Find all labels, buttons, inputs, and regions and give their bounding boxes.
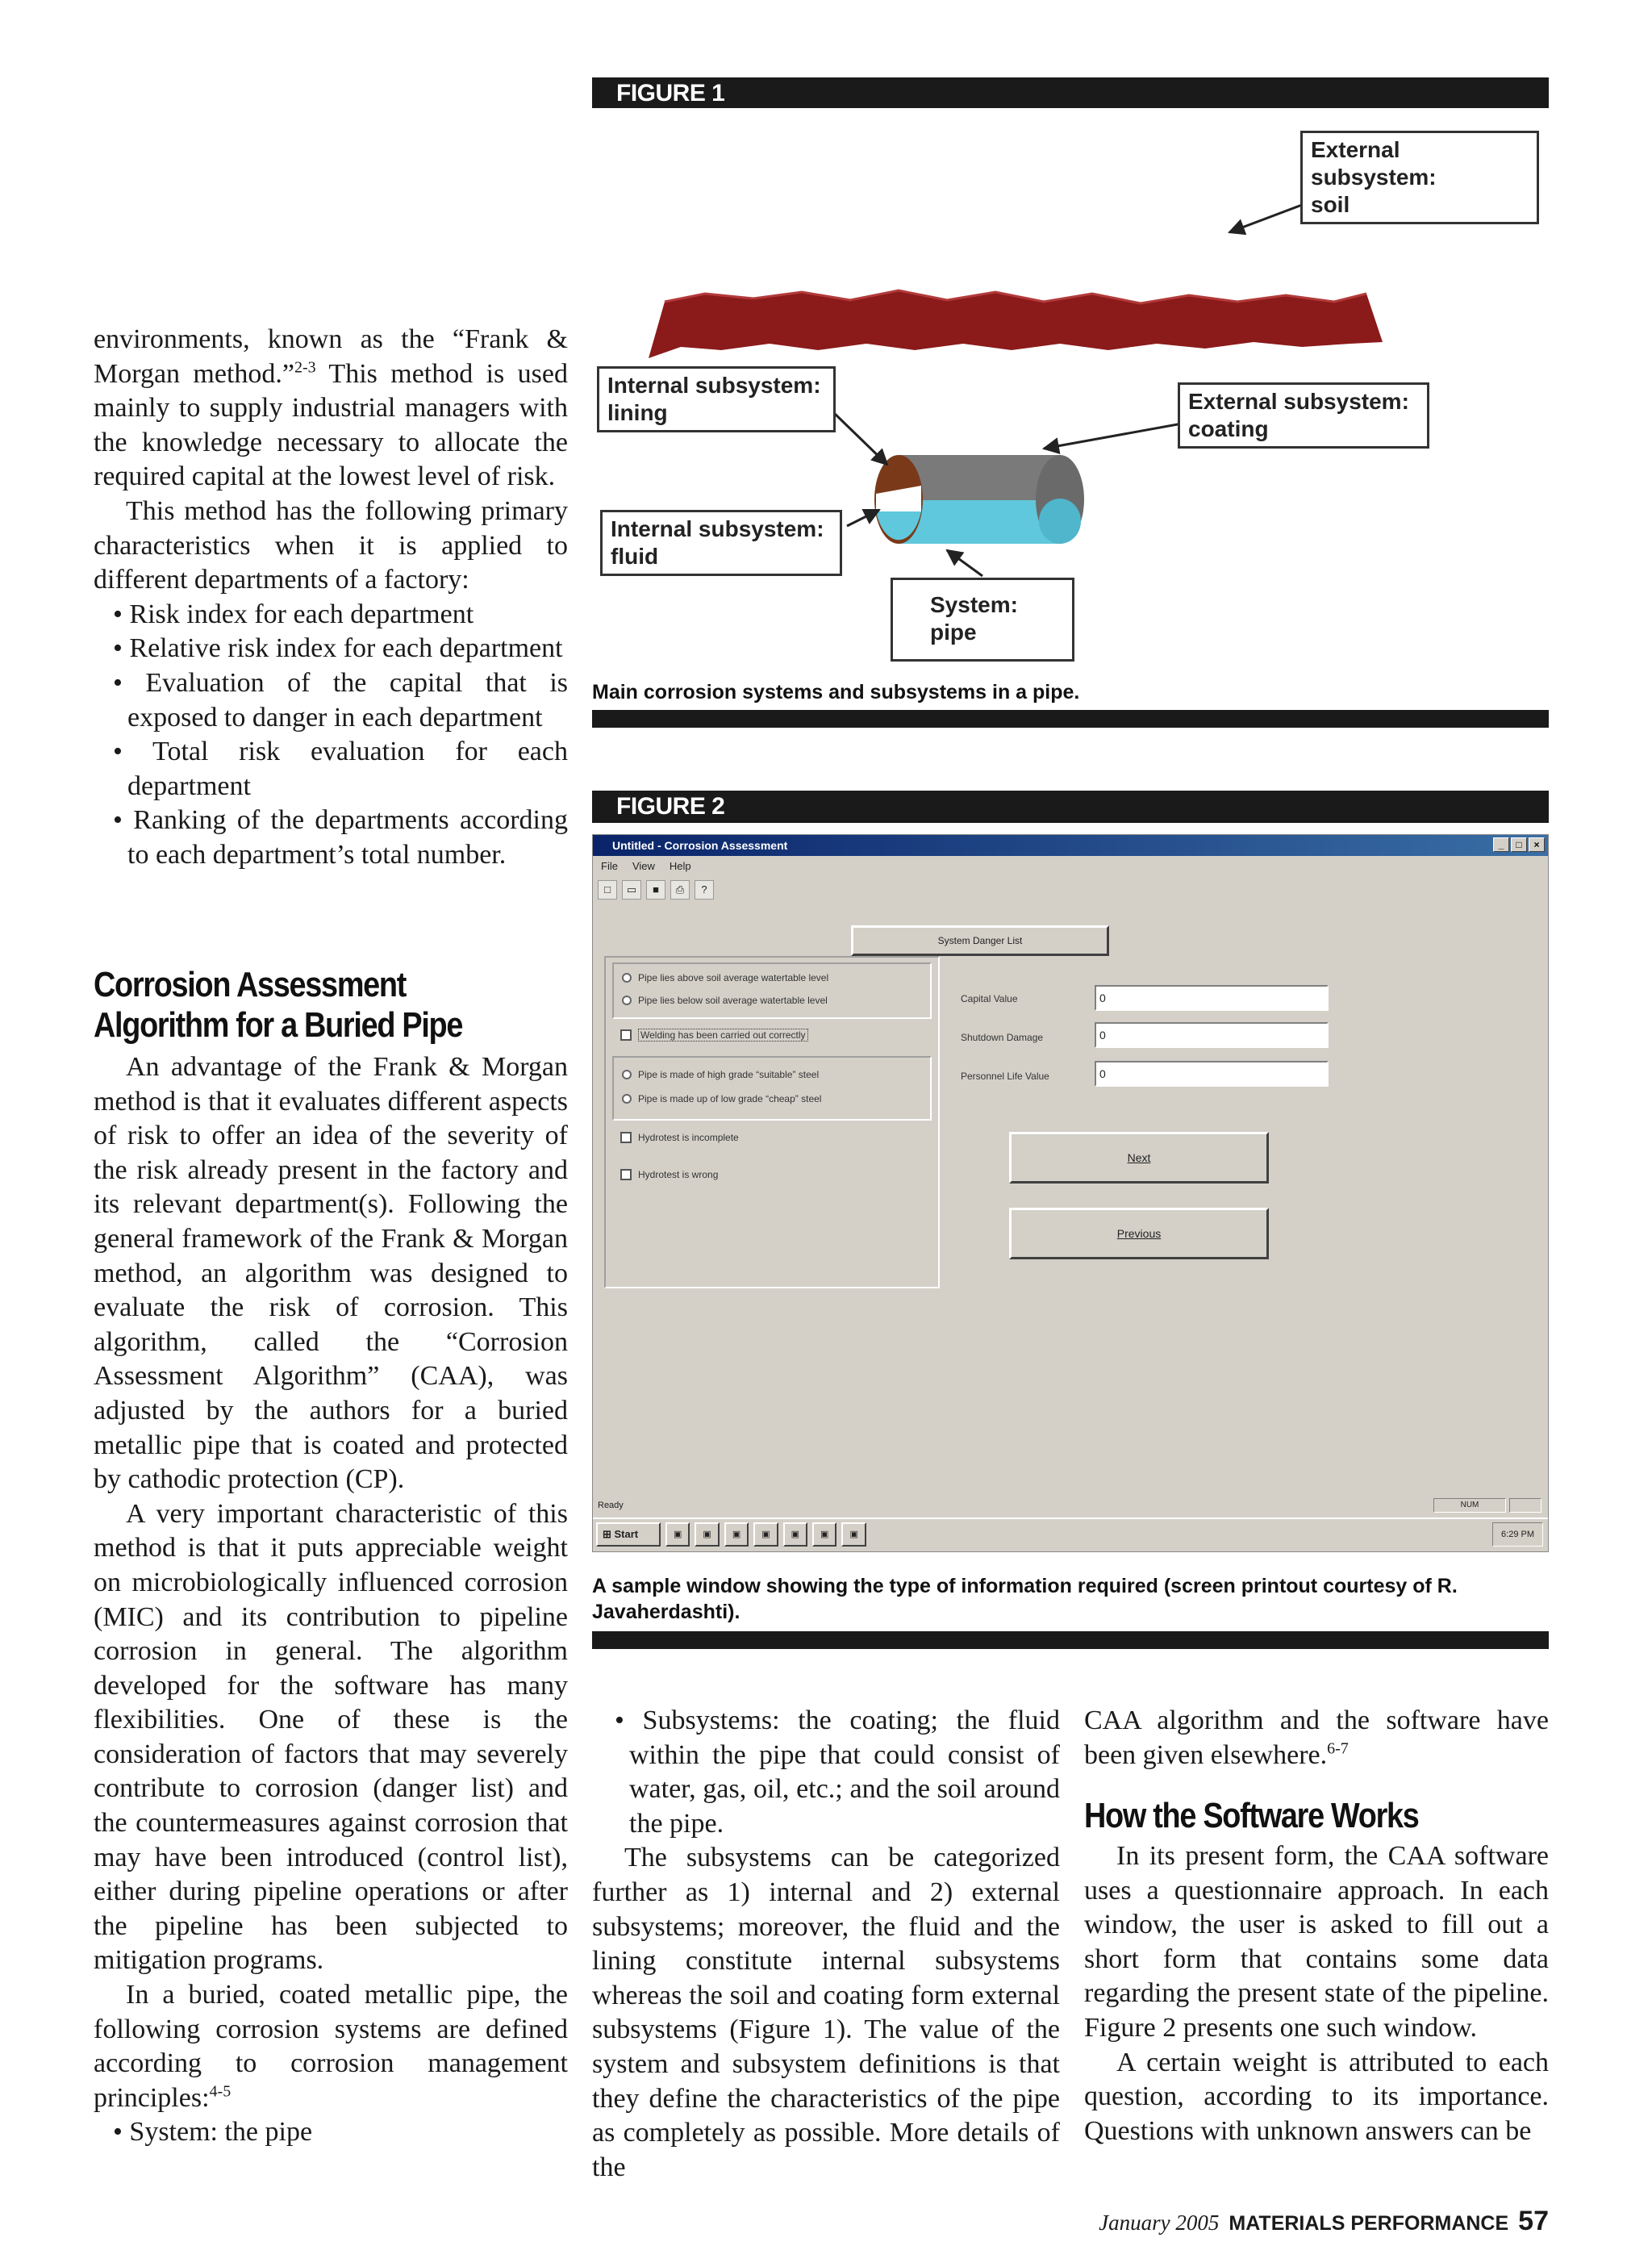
paragraph: environments, known as the “Frank & Morgan method.”$^{2-3}$ This method is used mainly to supply industrial managers with the knowledge necessary to allocate the required capital at the lowest level of risk. <box>94 324 568 492</box>
checkbox-icon[interactable] <box>620 1169 632 1180</box>
menubar <box>593 858 691 875</box>
system-tray <box>1492 1522 1543 1547</box>
callout-soil: External subsystem: soil <box>1300 131 1539 224</box>
capital-value-label: Capital Value <box>961 993 1018 1004</box>
menu-file[interactable]: File <box>601 860 618 872</box>
taskbar-app[interactable]: ▣ <box>724 1522 749 1547</box>
system-danger-list-button[interactable]: System Danger List <box>851 925 1109 956</box>
watertable-group <box>612 962 932 1019</box>
start-button[interactable]: ⊞ Start <box>596 1522 661 1547</box>
issue-date: January 2005 <box>1099 2211 1220 2235</box>
callout-pipe: System: pipe <box>891 578 1074 662</box>
toolbar <box>598 877 714 903</box>
minimize-button[interactable]: _ <box>1493 837 1509 852</box>
callout-fluid: Internal subsystem: fluid <box>600 510 842 576</box>
pipe-coating <box>899 455 1060 500</box>
corrosion-assessment-window <box>592 834 1549 1552</box>
checkbox-welding[interactable]: Welding has been carried out correctly <box>620 1029 808 1042</box>
checkbox-hydrotest-incomplete[interactable]: Hydrotest is incomplete <box>620 1132 739 1143</box>
figure1-rule <box>592 710 1549 728</box>
taskbar-app[interactable]: ▣ <box>665 1522 690 1547</box>
bullet-item: • Ranking of the departments according to each department’s total number. <box>113 805 568 870</box>
bullet-item: • Relative risk index for each department <box>113 633 563 664</box>
radio-icon[interactable] <box>622 1070 632 1079</box>
checkbox-hydrotest-wrong[interactable]: Hydrotest is wrong <box>620 1169 718 1180</box>
figure2-label: FIGURE 2 <box>592 791 1549 823</box>
bullet-item: • Total risk evaluation for each department <box>113 737 568 801</box>
middle-column <box>592 1704 1060 2185</box>
next-button[interactable]: Next <box>1009 1132 1269 1184</box>
open-folder-icon[interactable]: ▭ <box>622 880 641 900</box>
print-icon[interactable]: ⎙ <box>670 880 690 900</box>
taskbar <box>593 1518 1548 1550</box>
new-file-icon[interactable]: □ <box>598 880 617 900</box>
right-column-body <box>1084 1839 1549 2148</box>
taskbar-app[interactable]: ▣ <box>812 1522 836 1547</box>
taskbar-app[interactable]: ▣ <box>753 1522 778 1547</box>
magazine-name: MATERIALS PERFORMANCE <box>1229 2212 1509 2235</box>
paragraph: A certain weight is attributed to each question, according to its importance. Questions with unknown answers can be <box>1084 2047 1549 2146</box>
capital-value-input[interactable]: 0 <box>1095 985 1329 1011</box>
checkbox-icon[interactable] <box>620 1029 632 1041</box>
paragraph: In a buried, coated metallic pipe, the following corrosion systems are defined according to corrosion management principles:$^{4-5}$ <box>94 1980 568 2113</box>
status-text: Ready <box>598 1501 624 1510</box>
bullet-item: • Risk index for each department <box>113 599 474 629</box>
help-icon[interactable]: ? <box>695 880 714 900</box>
radio-below-watertable[interactable]: Pipe lies below soil average watertable level <box>622 995 828 1006</box>
left-column <box>94 323 568 873</box>
bullet-item: • System: the pipe <box>113 2117 313 2148</box>
bullet-item: • Subsystems: the coating; the fluid within the pipe that could consist of water, gas, oil, etc.; and the soil around the pipe. <box>615 1705 1060 1839</box>
menu-view[interactable]: View <box>632 860 655 872</box>
soil-layer <box>649 290 1383 358</box>
radio-above-watertable[interactable]: Pipe lies above soil average watertable level <box>622 972 828 983</box>
radio-high-grade-steel[interactable]: Pipe is made of high grade “suitable” steel <box>622 1069 819 1080</box>
menu-help[interactable]: Help <box>669 860 691 872</box>
steel-grade-group <box>612 1056 932 1121</box>
personnel-life-value-input[interactable]: 0 <box>1095 1061 1329 1087</box>
window-title: Untitled - Corrosion Assessment <box>612 839 788 852</box>
taskbar-app[interactable]: ▣ <box>695 1522 719 1547</box>
taskbar-app[interactable]: ▣ <box>841 1522 866 1547</box>
section-heading: How the Software Works <box>1084 1796 1419 1835</box>
radio-low-grade-steel[interactable]: Pipe is made up of low grade “cheap” steel <box>622 1093 821 1104</box>
callout-lining: Internal subsystem: lining <box>597 366 836 432</box>
clock: 6:29 PM <box>1501 1530 1534 1539</box>
window-titlebar <box>593 835 1548 856</box>
bullet-item: • Evaluation of the capital that is exposed to danger in each department <box>113 667 568 733</box>
paragraph: CAA algorithm and the software have been given elsewhere.$^{6-7}$ <box>1084 1705 1549 1770</box>
paragraph: An advantage of the Frank & Morgan method is that it evaluates different aspects of risk to offer an idea of the severity of the risk already present in the factory and its relevant department(s). Following the general framework of the Frank & Morgan method, an algorithm was designed to evaluate the risk of corrosion. This algorithm, called the “Corrosion Assessment Algorithm” (CAA), was adjusted by the authors for a buried metallic pipe that is coated and protected by cathodic protection (CP). <box>94 1052 568 1495</box>
checkbox-icon[interactable] <box>620 1132 632 1143</box>
shutdown-damage-label: Shutdown Damage <box>961 1032 1044 1043</box>
shutdown-damage-input[interactable]: 0 <box>1095 1022 1329 1048</box>
status-empty <box>1509 1498 1541 1513</box>
pipe-fluid <box>899 500 1060 544</box>
figure1-label: FIGURE 1 <box>592 77 1549 110</box>
figure1-diagram <box>592 108 1549 673</box>
section-heading: Corrosion Assessment Algorithm for a Buried Pipe <box>94 965 463 1045</box>
close-button[interactable]: × <box>1529 837 1545 852</box>
taskbar-app[interactable]: ▣ <box>783 1522 807 1547</box>
radio-icon[interactable] <box>622 1094 632 1104</box>
previous-button[interactable]: Previous <box>1009 1208 1269 1259</box>
radio-icon[interactable] <box>622 996 632 1005</box>
personnel-life-value-label: Personnel Life Value <box>961 1071 1049 1082</box>
right-column <box>1084 1704 1549 1772</box>
status-num: NUM <box>1433 1498 1506 1513</box>
paragraph: A very important characteristic of this method is that it puts appreciable weight on microbiologically influenced corrosion (MIC) and its contribution to pipeline corrosion in general. The algorithm developed for the software has many flexibilities. One of these is the consideration of factors that may severely contribute to corrosion (danger list) and the countermeasures against corrosion that may have been introduced (control list), either during pipeline operations or after the pipeline has been subjected to mitigation programs. <box>94 1498 568 1976</box>
figure2-caption: A sample window showing the type of information required (screen printout courtesy of R. Javaherdashti). <box>592 1575 1458 1623</box>
figure1-caption: Main corrosion systems and subsystems in a pipe. <box>592 681 1080 703</box>
windows-logo-icon: ⊞ <box>603 1528 615 1540</box>
paragraph: This method has the following primary characteristics when it is applied to different departments of a factory: <box>94 495 568 595</box>
left-column-body <box>94 1050 568 2150</box>
figure2-rule <box>592 1631 1549 1649</box>
page-number: 57 <box>1518 2206 1549 2236</box>
paragraph: The subsystems can be categorized further as 1) internal and 2) external subsystems; moreover, the fluid and the lining constitute internal subsystems whereas the soil and coating form external subsystems (Figure 1). The value of the system and subsystem definitions is that they define the characteristics of the pipe as completely as possible. More details of the <box>592 1843 1060 2182</box>
callout-coating: External subsystem: coating <box>1178 382 1429 449</box>
radio-icon[interactable] <box>622 973 632 983</box>
page-footer <box>1099 2206 1549 2237</box>
paragraph: In its present form, the CAA software uses a questionnaire approach. In each window, the user is asked to fill out a short form that contains some data regarding the present state of the pipeline. Figure 2 presents one such window. <box>1084 1841 1549 2043</box>
maximize-button[interactable]: □ <box>1511 837 1527 852</box>
save-icon[interactable]: ■ <box>646 880 665 900</box>
